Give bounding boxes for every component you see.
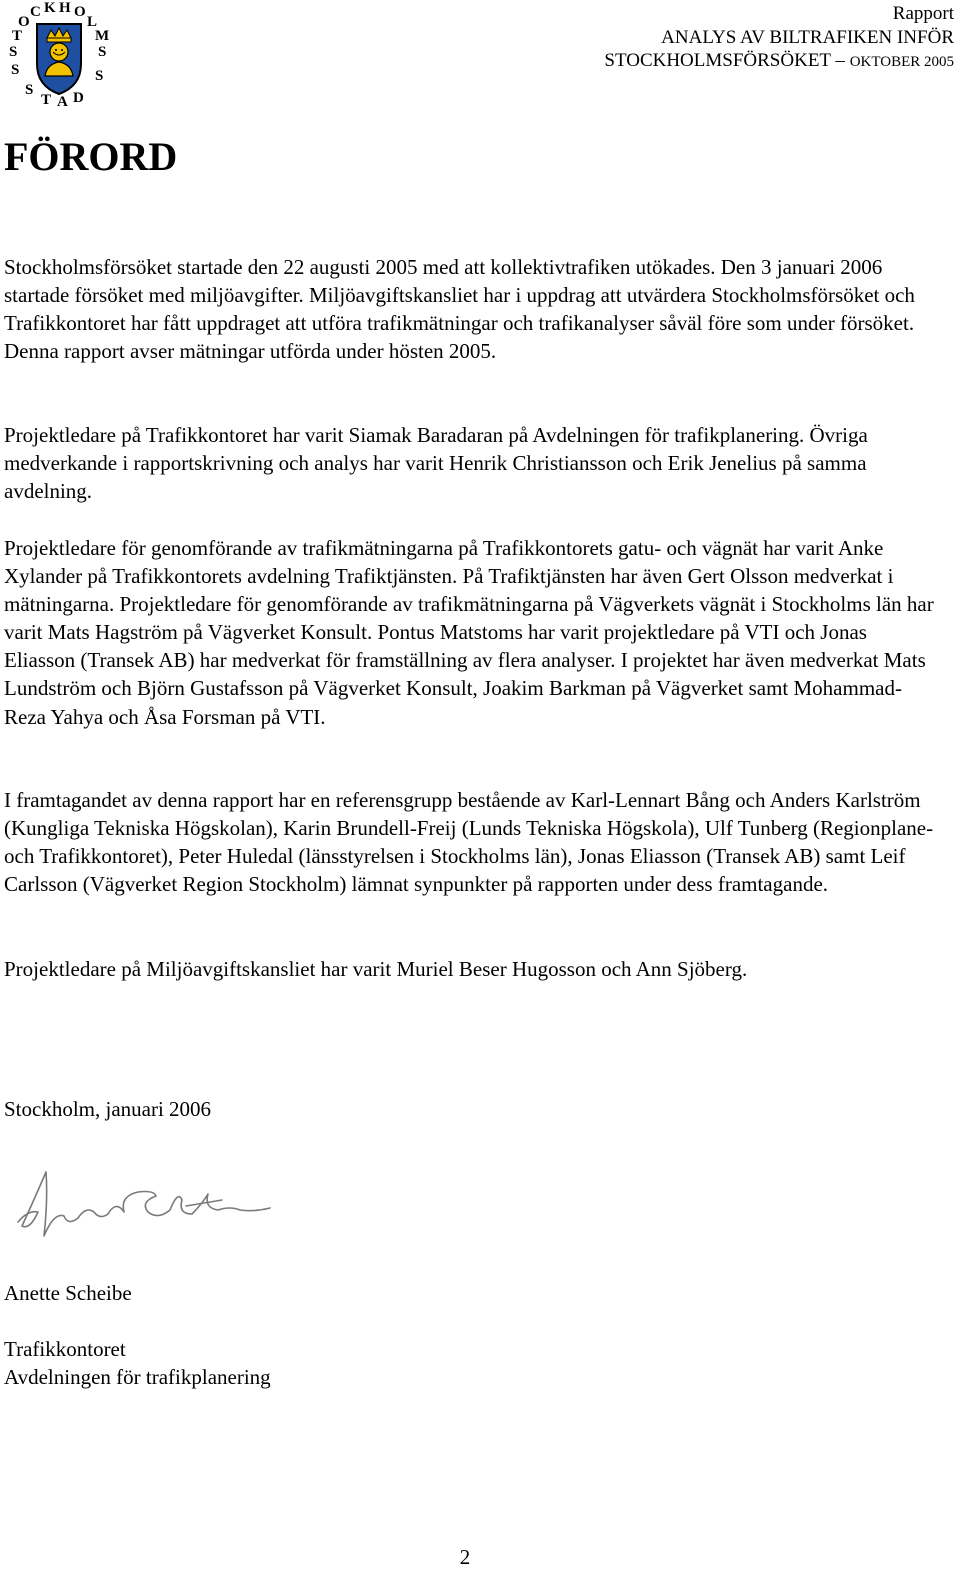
page-title: FÖRORD <box>4 134 178 179</box>
svg-text:S: S <box>11 62 20 78</box>
svg-text:H: H <box>59 2 71 16</box>
svg-text:L: L <box>87 14 98 30</box>
svg-text:S: S <box>9 44 18 60</box>
paragraph-project-lead: Projektledare på Trafikkontoret har varit Siamak Baradaran på Avdelningen för trafikplanering. Övriga medverkande i rapportskrivning och analys har varit Henrik Christiansson och Erik Jenelius på samma avdelning. <box>4 423 868 504</box>
signatory-department: Avdelningen för trafikplanering <box>4 1365 271 1389</box>
stockholms-stad-logo-icon <box>3 2 115 108</box>
header-report-label: Rapport <box>892 3 954 24</box>
signatory-name: Anette Scheibe <box>4 1281 132 1305</box>
svg-text:A: A <box>57 94 68 108</box>
signatory-organization: Trafikkontoret <box>4 1337 126 1361</box>
header-report-title: ANALYS AV BILTRAFIKEN INFÖR <box>661 26 954 48</box>
paragraph-measurements: Projektledare för genomförande av trafikmätningarna på Trafikkontorets gatu- och vägnät har varit Anke Xylander på Trafikkontorets avdelning Trafiktjänsten. På Trafiktjänsten har även Gert Olsson medverkat i mätningarna. Projektledare för genomförande av trafikmätningarna på Vägverkets vägnät i Stockholms län har varit Mats Hagström på Vägverket Konsult. Pontus Matstoms har varit projektledare på VTI och Jonas Eliasson (Transek AB) har medverkat för framställning av flera analyser. I projektet har även medverkat Mats Lundström och Björn Gustafsson på Vägverket Konsult, Joakim Barkman på Vägverket samt Mohammad-Reza Yahya och Åsa Forsman på VTI. <box>4 536 934 729</box>
paragraph-miljoavgift: Projektledare på Miljöavgiftskansliet har varit Muriel Beser Hugosson och Ann Sjöberg. <box>4 957 748 981</box>
paragraph-intro: Stockholmsförsöket startade den 22 augusti 2005 med att kollektivtrafiken utökades. Den 3 januari 2006 startade försöket med miljöavgifter. Miljöavgiftskansliet har i uppdrag att utvärdera Stockholmsförsöket och Trafikkontoret har fått uppdraget att utföra trafikmätningar och trafikanalyser såväl före som under försöket. Denna rapport avser mätningar utförda under hösten 2005. <box>4 255 915 364</box>
handwritten-signature-icon <box>8 1160 278 1250</box>
svg-text:T: T <box>41 92 52 108</box>
svg-text:O: O <box>18 14 30 30</box>
header-report-subtitle <box>604 49 954 75</box>
svg-text:S: S <box>98 44 107 60</box>
svg-text:K: K <box>44 2 56 16</box>
svg-text:S: S <box>25 82 34 98</box>
svg-text:S: S <box>95 68 104 84</box>
svg-text:T: T <box>12 28 23 44</box>
header-subtitle-main: STOCKHOLMSFÖRSÖKET – <box>604 50 850 71</box>
svg-text:O: O <box>74 4 86 20</box>
header-subtitle-date: OKTOBER 2005 <box>849 54 954 70</box>
report-header <box>604 2 954 75</box>
closing-place-date: Stockholm, januari 2006 <box>4 1097 212 1121</box>
svg-text:M: M <box>95 28 110 44</box>
svg-text:D: D <box>73 90 84 106</box>
page-number: 2 <box>459 1545 471 1569</box>
paragraph-reference-group: I framtagandet av denna rapport har en referensgrupp bestående av Karl-Lennart Bång och Anders Karlström (Kungliga Tekniska Högskolan), Karin Brundell-Freij (Lunds Tekniska Högskola), Ulf Tunberg (Regionplane- och Trafikkontoret), Peter Huledal (länsstyrelsen i Stockholms län), Jonas Eliasson (Transek AB) samt Leif Carlsson (Vägverket Region Stockholm) lämnat synpunkter på rapporten under dess framtagande. <box>4 788 934 897</box>
svg-text:C: C <box>30 4 41 20</box>
